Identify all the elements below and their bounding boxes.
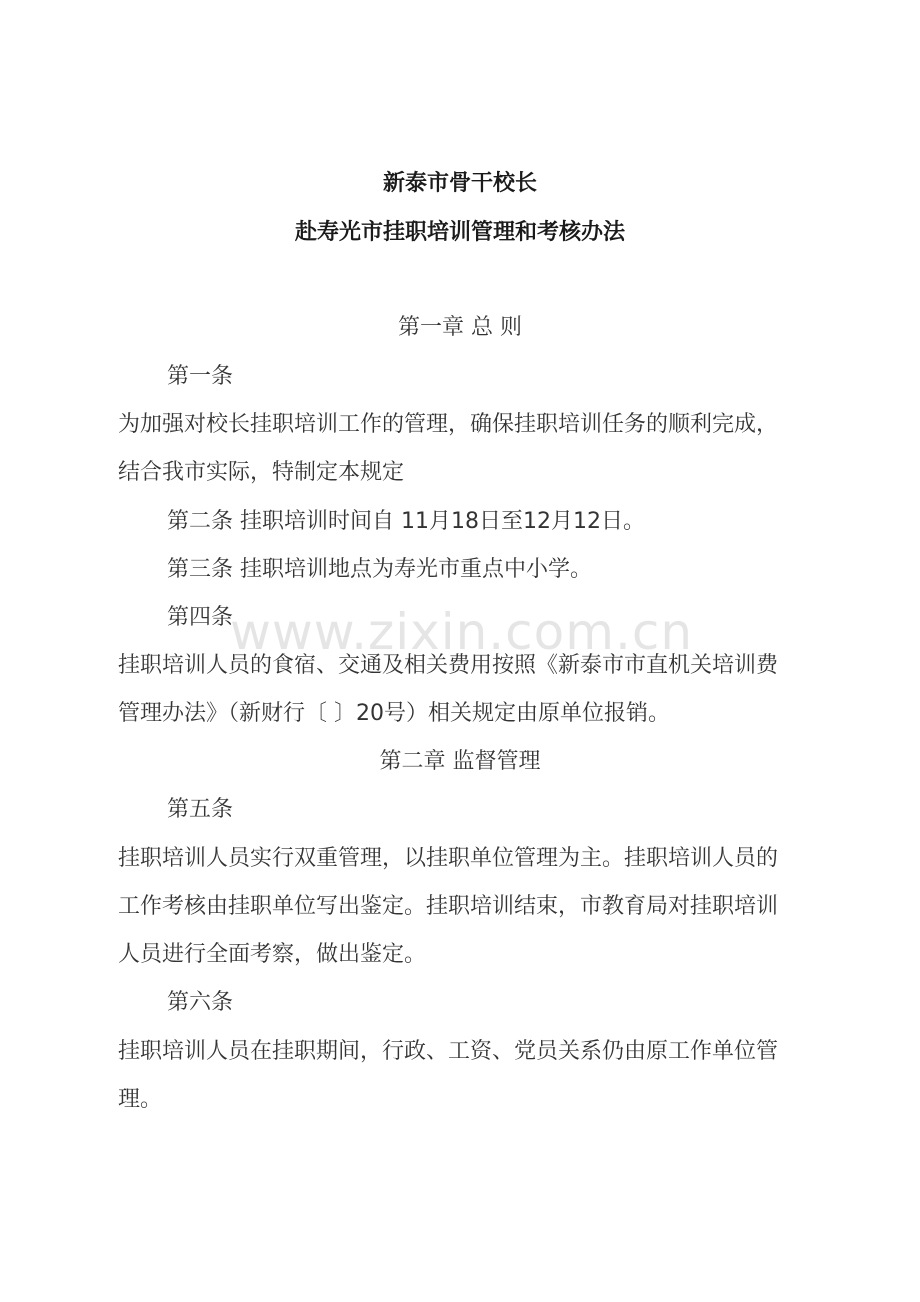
article-5-text-line3: 人员进行全面考察，做出鉴定。: [118, 942, 427, 967]
article-5-text-line2: 工作考核由挂职单位写出鉴定。挂职培训结束，市教育局对挂职培训: [118, 894, 779, 919]
article-5-heading: 第五条: [167, 797, 234, 822]
article-6-text-line2: 理。: [118, 1087, 163, 1112]
article-3-text: 第三条 挂职培训地点为寿光市重点中小学。: [167, 557, 592, 582]
article-4-heading: 第四条: [167, 605, 234, 630]
article-1-text-line2: 结合我市实际，特制定本规定: [118, 460, 405, 485]
article-6-text-line1: 挂职培训人员在挂职期间，行政、工资、党员关系仍由原工作单位管: [118, 1039, 779, 1064]
document-title-line1: 新泰市骨干校长: [382, 171, 537, 196]
article-4-text-line1: 挂职培训人员的食宿、交通及相关费用按照《新泰市市直机关培训费: [118, 653, 779, 678]
article-2-text: 第二条 挂职培训时间自 11月18日至12月12日。: [167, 509, 645, 534]
chapter-heading-2: 第二章 监督管理: [379, 749, 541, 774]
article-5-text-line1: 挂职培训人员实行双重管理，以挂职单位管理为主。挂职培训人员的: [118, 846, 779, 871]
article-1-heading: 第一条: [167, 364, 234, 389]
document-title-line2: 赴寿光市挂职培训管理和考核办法: [294, 220, 625, 245]
article-4-text-line2: 管理办法》（新财行〔 〕20号）相关规定由原单位报销。: [118, 701, 670, 726]
article-6-heading: 第六条: [167, 990, 234, 1015]
watermark-text: www.zixin.com.cn: [230, 603, 694, 661]
chapter-heading-1: 第一章 总 则: [398, 315, 522, 340]
article-1-text-line1: 为加强对校长挂职培训工作的管理，确保挂职培训任务的顺利完成，: [118, 412, 779, 437]
